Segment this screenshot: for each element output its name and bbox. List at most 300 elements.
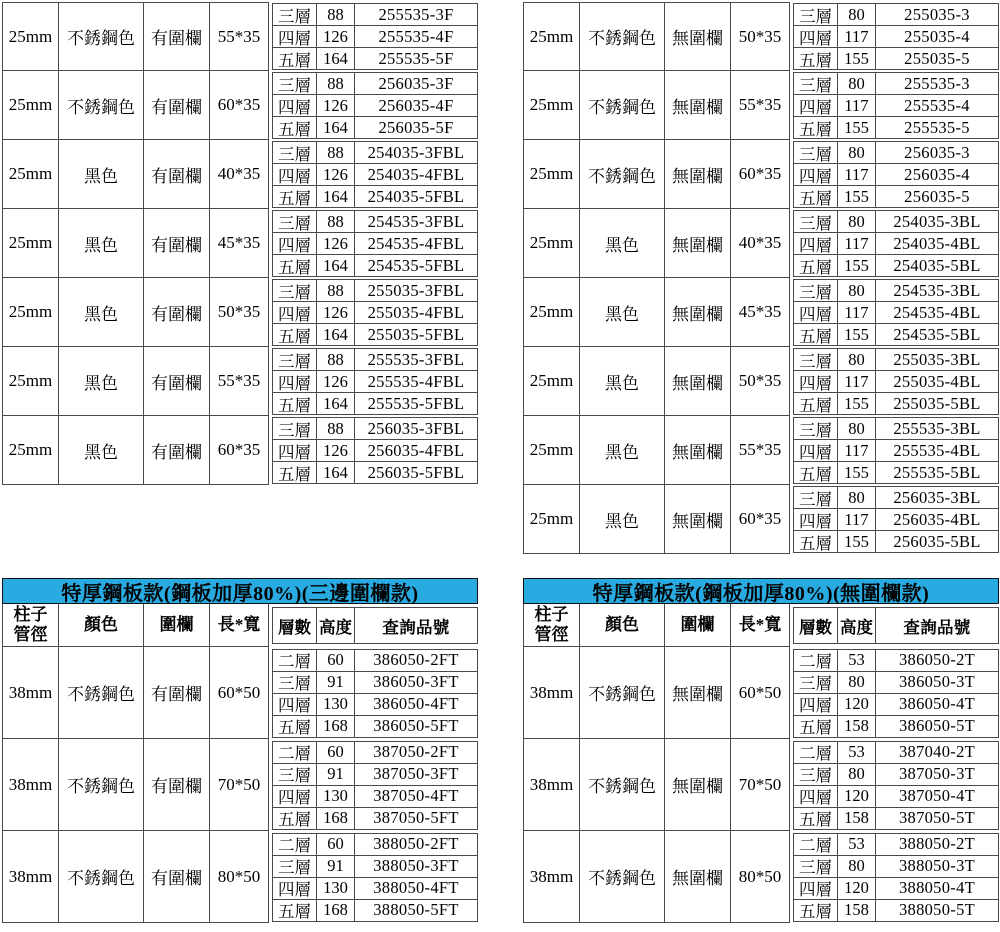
layer-cell: 四層	[273, 786, 317, 807]
layer-spec-subtable	[272, 649, 478, 738]
layer-cell: 四層	[273, 164, 317, 185]
product-code-cell: 255535-3BL	[893, 418, 981, 438]
spec-group-row	[2, 647, 478, 739]
layer-cell: 四層	[794, 302, 838, 323]
layer-sub-wrap	[272, 347, 478, 416]
layer-cell: 五層	[794, 324, 838, 345]
height-cell: 117	[838, 302, 876, 323]
pipe-diameter-cell: 38mm	[3, 739, 59, 831]
layer-sub-wrap	[793, 278, 999, 347]
spec-row	[273, 877, 477, 899]
layer-cell: 五層	[794, 393, 838, 414]
layer-cell: 四層	[794, 95, 838, 116]
height-cell: 117	[838, 26, 876, 47]
spec-row	[273, 899, 477, 921]
product-code-cell: 386050-4FT	[373, 694, 459, 713]
pipe-diameter-cell: 25mm	[524, 71, 580, 140]
spec-row	[794, 232, 998, 254]
product-code-cell: 255035-5BL	[893, 393, 981, 413]
height-cell: 155	[838, 48, 876, 69]
spec-row	[273, 671, 477, 693]
spec-group-row	[523, 416, 999, 485]
table-title: 特厚鋼板款(鋼板加厚80%)(無圍欄款)	[523, 578, 999, 604]
size-cell: 45*35	[731, 278, 790, 347]
spec-row	[794, 211, 998, 232]
product-code-cell: 256035-5F	[378, 117, 454, 137]
spec-row	[794, 650, 998, 671]
height-cell: 88	[317, 349, 355, 370]
size-cell: 80*50	[210, 831, 269, 923]
product-code-cell: 256035-3	[904, 142, 970, 162]
pipe-diameter-cell: 25mm	[524, 347, 580, 416]
height-cell: 120	[838, 878, 876, 899]
layer-spec-subtable	[793, 3, 999, 70]
product-code-cell: 255535-5	[904, 117, 970, 137]
layer-cell: 三層	[794, 418, 838, 439]
spec-row	[794, 116, 998, 138]
spec-row	[273, 855, 477, 877]
size-cell: 60*50	[210, 647, 269, 739]
layer-cell: 五層	[273, 716, 317, 737]
layer-sub-wrap	[272, 278, 478, 347]
spec-row	[273, 349, 477, 370]
height-cell: 88	[317, 211, 355, 232]
fence-cell: 無圍欄	[665, 831, 731, 923]
layer-cell: 四層	[794, 440, 838, 461]
layer-cell: 五層	[794, 531, 838, 552]
height-cell: 60	[317, 834, 355, 855]
layer-cell: 五層	[794, 900, 838, 921]
pipe-diameter-cell: 25mm	[524, 416, 580, 485]
header-product-code: 查詢品號	[903, 617, 971, 637]
product-code-cell: 386050-5FT	[373, 716, 459, 735]
size-cell: 55*35	[731, 416, 790, 485]
color-cell: 黑色	[59, 278, 144, 347]
layer-cell: 五層	[273, 48, 317, 69]
height-cell: 126	[317, 26, 355, 47]
spec-row	[794, 530, 998, 552]
product-code-cell: 256035-3F	[378, 73, 454, 93]
fence-cell: 有圍欄	[144, 209, 210, 278]
spec-row	[794, 73, 998, 94]
spec-row	[794, 715, 998, 737]
spec-group-main	[523, 2, 790, 71]
size-cell: 50*35	[731, 2, 790, 71]
spec-row	[273, 650, 477, 671]
height-cell: 53	[838, 834, 876, 855]
layer-cell: 三層	[273, 418, 317, 439]
spec-row	[794, 508, 998, 530]
height-cell: 60	[317, 650, 355, 671]
product-code-cell: 254035-3BL	[893, 211, 981, 231]
spec-row	[273, 785, 477, 807]
height-cell: 80	[838, 418, 876, 439]
fence-cell: 有圍欄	[144, 647, 210, 739]
spec-row	[794, 254, 998, 276]
spec-group-row	[2, 278, 478, 347]
layer-cell: 四層	[794, 509, 838, 530]
height-cell: 164	[317, 117, 355, 138]
product-code-cell: 387050-4T	[898, 786, 976, 805]
fence-cell: 有圍欄	[144, 831, 210, 923]
product-code-cell: 386050-5T	[898, 716, 976, 735]
height-cell: 88	[317, 4, 355, 25]
color-cell: 黑色	[59, 209, 144, 278]
layer-cell: 三層	[794, 349, 838, 370]
spec-group-main	[523, 647, 790, 739]
spec-row	[794, 834, 998, 855]
header-pipe-diameter	[3, 604, 59, 647]
layer-cell: 三層	[273, 4, 317, 25]
size-cell: 70*50	[731, 739, 790, 831]
product-code-cell: 388050-5T	[898, 900, 976, 919]
fence-cell: 有圍欄	[144, 739, 210, 831]
height-cell: 91	[317, 672, 355, 693]
size-cell: 45*35	[210, 209, 269, 278]
fence-cell: 無圍欄	[665, 2, 731, 71]
spec-row	[273, 4, 477, 25]
height-cell: 120	[838, 786, 876, 807]
spec-group-main	[523, 140, 790, 209]
layer-cell: 三層	[794, 73, 838, 94]
product-code-cell: 254035-5FBL	[367, 186, 465, 206]
product-code-cell: 254035-3FBL	[367, 142, 465, 162]
product-code-cell: 254035-4FBL	[367, 164, 465, 184]
fence-cell: 無圍欄	[665, 209, 731, 278]
fence-cell: 無圍欄	[665, 278, 731, 347]
height-cell: 168	[317, 900, 355, 921]
layer-cell: 三層	[794, 4, 838, 25]
height-cell: 126	[317, 302, 355, 323]
fence-cell: 有圍欄	[144, 278, 210, 347]
layer-cell: 五層	[273, 808, 317, 829]
layer-sub-wrap	[272, 831, 478, 923]
height-cell: 88	[317, 142, 355, 163]
layer-sub-wrap	[793, 140, 999, 209]
height-cell: 80	[838, 142, 876, 163]
layer-cell: 四層	[794, 878, 838, 899]
spec-group-row	[523, 485, 999, 554]
spec-group-row	[2, 140, 478, 209]
size-cell: 55*35	[731, 71, 790, 140]
spec-row	[273, 163, 477, 185]
height-cell: 88	[317, 280, 355, 301]
spec-row	[273, 185, 477, 207]
layer-cell: 三層	[794, 487, 838, 508]
layer-cell: 四層	[273, 694, 317, 715]
product-code-cell: 386050-3FT	[373, 672, 459, 691]
product-code-cell: 256035-3BL	[893, 487, 981, 507]
header-pipe-diameter	[524, 604, 580, 647]
spec-row	[273, 715, 477, 737]
product-code-cell: 255535-3F	[378, 4, 454, 24]
layer-cell: 四層	[273, 878, 317, 899]
product-code-cell: 255035-4BL	[893, 371, 981, 391]
layer-cell: 五層	[794, 117, 838, 138]
size-cell: 50*35	[210, 278, 269, 347]
size-cell: 50*35	[731, 347, 790, 416]
product-code-cell: 255535-4BL	[893, 440, 981, 460]
layer-cell: 三層	[273, 211, 317, 232]
spec-row	[794, 807, 998, 829]
pipe-diameter-cell: 38mm	[524, 739, 580, 831]
product-code-cell: 255535-3	[904, 73, 970, 93]
height-cell: 164	[317, 255, 355, 276]
layer-spec-subtable	[793, 741, 999, 830]
fence-cell: 無圍欄	[665, 739, 731, 831]
spec-group-main	[2, 831, 269, 923]
pipe-diameter-cell: 25mm	[3, 278, 59, 347]
size-cell: 60*35	[210, 71, 269, 140]
height-cell: 126	[317, 233, 355, 254]
layer-cell: 四層	[273, 371, 317, 392]
table-title: 特厚鋼板款(鋼板加厚80%)(三邊圍欄款)	[2, 578, 478, 604]
fence-cell: 無圍欄	[665, 416, 731, 485]
header-sub-row	[272, 607, 478, 644]
product-code-cell: 254535-5BL	[893, 324, 981, 344]
pipe-diameter-cell: 25mm	[524, 2, 580, 71]
size-cell: 40*35	[210, 140, 269, 209]
layer-cell: 三層	[273, 73, 317, 94]
height-cell: 88	[317, 418, 355, 439]
layer-cell: 四層	[794, 233, 838, 254]
layer-sub-wrap	[272, 416, 478, 485]
header-layers: 層數	[794, 608, 838, 643]
spec-row	[794, 392, 998, 414]
spec-row	[273, 280, 477, 301]
product-code-cell: 255035-3	[904, 4, 970, 24]
layer-cell: 三層	[273, 856, 317, 877]
size-cell: 60*50	[731, 647, 790, 739]
spec-group-row	[523, 2, 999, 71]
height-cell: 60	[317, 742, 355, 763]
header-color: 顏色	[59, 604, 144, 647]
layer-spec-subtable	[793, 649, 999, 738]
header-pipe-line2: 管徑	[13, 625, 48, 644]
layer-spec-subtable	[793, 210, 999, 277]
spec-group-main	[2, 2, 269, 71]
color-cell: 黑色	[59, 347, 144, 416]
layer-cell: 五層	[794, 716, 838, 737]
height-cell: 130	[317, 694, 355, 715]
height-cell: 80	[838, 487, 876, 508]
layer-cell: 二層	[273, 834, 317, 855]
size-cell: 55*35	[210, 2, 269, 71]
color-cell: 不銹鋼色	[59, 647, 144, 739]
spec-group-main	[523, 278, 790, 347]
layer-sub-wrap	[793, 209, 999, 278]
spec-group-row	[523, 347, 999, 416]
header-layers: 層數	[273, 608, 317, 643]
spec-row	[273, 254, 477, 276]
layer-cell: 四層	[794, 786, 838, 807]
spec-row	[273, 211, 477, 232]
product-code-cell: 386050-4T	[898, 694, 976, 713]
layer-spec-subtable	[272, 141, 478, 208]
layer-spec-subtable	[272, 3, 478, 70]
height-cell: 80	[838, 349, 876, 370]
layer-sub-wrap	[793, 71, 999, 140]
product-code-cell: 387040-2T	[898, 742, 976, 761]
height-cell: 155	[838, 117, 876, 138]
table-header-row	[2, 604, 478, 647]
fence-cell: 無圍欄	[665, 647, 731, 739]
fence-cell: 無圍欄	[665, 485, 731, 554]
size-cell: 60*35	[210, 416, 269, 485]
spec-row	[794, 163, 998, 185]
layer-spec-subtable	[272, 348, 478, 415]
layer-sub-wrap	[272, 140, 478, 209]
height-cell: 120	[838, 694, 876, 715]
spec-row	[794, 142, 998, 163]
spec-group-main	[523, 209, 790, 278]
layer-cell: 三層	[273, 280, 317, 301]
fence-cell: 有圍欄	[144, 347, 210, 416]
spec-group-row	[2, 209, 478, 278]
spec-group-row	[2, 831, 478, 923]
spec-group-row	[523, 140, 999, 209]
height-cell: 117	[838, 164, 876, 185]
layer-cell: 四層	[794, 371, 838, 392]
product-code-cell: 254535-4BL	[893, 302, 981, 322]
spec-row	[273, 73, 477, 94]
height-cell: 155	[838, 186, 876, 207]
product-code-cell: 255535-5BL	[893, 462, 981, 482]
pipe-diameter-cell: 38mm	[3, 831, 59, 923]
size-cell: 55*35	[210, 347, 269, 416]
height-cell: 155	[838, 324, 876, 345]
color-cell: 不銹鋼色	[59, 831, 144, 923]
header-product-code: 查詢品號	[382, 617, 450, 637]
spec-row	[794, 439, 998, 461]
spec-row	[794, 855, 998, 877]
layer-cell: 五層	[273, 117, 317, 138]
layer-spec-subtable	[793, 348, 999, 415]
layer-cell: 五層	[273, 186, 317, 207]
height-cell: 158	[838, 808, 876, 829]
spec-group-main	[523, 739, 790, 831]
pipe-diameter-cell: 38mm	[524, 647, 580, 739]
product-code-cell: 256035-4F	[378, 95, 454, 115]
spec-row	[273, 834, 477, 855]
layer-cell: 五層	[273, 324, 317, 345]
spec-row	[794, 349, 998, 370]
layer-sub-wrap	[793, 2, 999, 71]
size-cell: 40*35	[731, 209, 790, 278]
pipe-diameter-cell: 25mm	[524, 278, 580, 347]
spec-group-main	[2, 347, 269, 416]
product-code-cell: 255035-4	[904, 26, 970, 46]
product-code-cell: 254535-3FBL	[367, 211, 465, 231]
layer-cell: 三層	[273, 672, 317, 693]
layer-cell: 二層	[794, 742, 838, 763]
table-header-row	[523, 604, 999, 647]
product-code-cell: 255035-4FBL	[367, 302, 465, 322]
spec-group-row	[523, 739, 999, 831]
pipe-diameter-cell: 25mm	[3, 347, 59, 416]
height-cell: 126	[317, 95, 355, 116]
product-code-cell: 255535-3FBL	[367, 349, 465, 369]
spec-row	[273, 47, 477, 69]
spec-row	[273, 232, 477, 254]
fence-cell: 有圍欄	[144, 2, 210, 71]
spec-group-main	[2, 416, 269, 485]
spec-group-main	[2, 209, 269, 278]
fence-cell: 無圍欄	[665, 347, 731, 416]
color-cell: 不銹鋼色	[580, 831, 665, 923]
spec-group-row	[2, 71, 478, 140]
layer-cell: 四層	[273, 233, 317, 254]
spec-row	[794, 25, 998, 47]
color-cell: 不銹鋼色	[580, 2, 665, 71]
table-38mm-thick-fenced	[2, 578, 478, 923]
layer-spec-subtable	[272, 833, 478, 922]
table-38mm-thick-no-fence	[523, 578, 999, 923]
header-size: 長*寬	[210, 604, 269, 647]
spec-row	[794, 671, 998, 693]
layer-sub-wrap	[793, 347, 999, 416]
color-cell: 不銹鋼色	[580, 140, 665, 209]
layer-sub-wrap	[272, 739, 478, 831]
color-cell: 黑色	[580, 278, 665, 347]
height-cell: 80	[838, 280, 876, 301]
layer-cell: 四層	[794, 26, 838, 47]
product-code-cell: 255535-4	[904, 95, 970, 115]
layer-sub-wrap	[272, 2, 478, 71]
product-code-cell: 386050-2T	[898, 650, 976, 669]
table-body	[523, 647, 999, 923]
header-pipe-line1: 柱子	[534, 605, 569, 625]
header-height: 高度	[838, 608, 876, 643]
product-code-cell: 387050-4FT	[373, 786, 459, 805]
layer-spec-subtable	[793, 833, 999, 922]
height-cell: 168	[317, 808, 355, 829]
layer-cell: 五層	[273, 393, 317, 414]
spec-group-main	[2, 278, 269, 347]
height-cell: 126	[317, 371, 355, 392]
spec-row	[794, 185, 998, 207]
product-code-cell: 256035-5	[904, 186, 970, 206]
layer-cell: 五層	[794, 255, 838, 276]
height-cell: 53	[838, 650, 876, 671]
spec-group-main	[523, 485, 790, 554]
layer-cell: 五層	[794, 186, 838, 207]
layer-cell: 五層	[794, 48, 838, 69]
layer-cell: 三層	[794, 672, 838, 693]
fence-cell: 無圍欄	[665, 140, 731, 209]
pipe-diameter-cell: 38mm	[3, 647, 59, 739]
height-cell: 155	[838, 531, 876, 552]
height-cell: 91	[317, 764, 355, 785]
fence-cell: 有圍欄	[144, 416, 210, 485]
spec-group-main	[523, 71, 790, 140]
layer-cell: 二層	[794, 834, 838, 855]
layer-sub-wrap	[793, 485, 999, 554]
header-pipe-line1: 柱子	[13, 605, 48, 625]
layer-sub-wrap	[272, 209, 478, 278]
pipe-diameter-cell: 25mm	[3, 209, 59, 278]
fence-cell: 有圍欄	[144, 140, 210, 209]
spec-row	[794, 280, 998, 301]
height-cell: 80	[838, 211, 876, 232]
fence-cell: 無圍欄	[665, 71, 731, 140]
spec-row	[273, 461, 477, 483]
layer-spec-subtable	[793, 417, 999, 484]
height-cell: 80	[838, 764, 876, 785]
product-code-cell: 255035-3BL	[893, 349, 981, 369]
layer-sub-wrap	[793, 647, 999, 739]
color-cell: 黑色	[59, 416, 144, 485]
